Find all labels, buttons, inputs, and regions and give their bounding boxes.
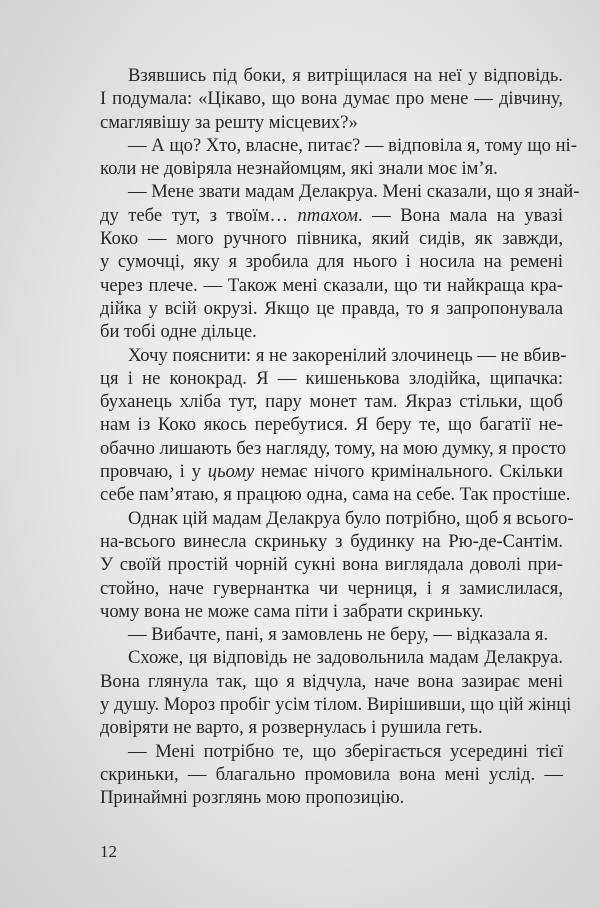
text-segment: Схоже, ця відповідь не задовольнила мадам Делакруа. bbox=[128, 647, 563, 669]
text-segment: у сумочці, яку я зробила для нього і носила на ремені bbox=[100, 251, 563, 273]
text-segment: ду тебе тут, з твоїм… bbox=[100, 204, 298, 226]
text-line bbox=[100, 740, 563, 763]
text-segment: у душу. Мороз пробіг усім тілом. Вирішивши, що цій жінці bbox=[100, 694, 572, 716]
text-segment: . — Вона мала на увазі bbox=[358, 204, 563, 226]
text-line bbox=[100, 157, 563, 180]
text-line bbox=[100, 623, 563, 646]
text-line bbox=[100, 250, 563, 273]
text-line bbox=[100, 530, 563, 553]
text-line bbox=[100, 460, 563, 483]
text-line bbox=[100, 507, 574, 530]
text-line bbox=[100, 111, 563, 134]
text-segment: Коко — мого ручного півника, який сидів, як завжди, bbox=[100, 228, 563, 250]
italic-text: цьому bbox=[207, 461, 255, 483]
text-segment: довіряти не варто, я розвернулась і рушила геть. bbox=[100, 717, 483, 739]
paragraph bbox=[100, 134, 577, 181]
text-line bbox=[100, 390, 563, 413]
text-line bbox=[100, 483, 571, 506]
text-segment: І подумала: «Цікаво, що вона думає про мене — дівчину, bbox=[100, 88, 563, 110]
text-line bbox=[100, 367, 563, 390]
text-line bbox=[100, 87, 563, 110]
text-line bbox=[100, 670, 563, 693]
paragraph bbox=[100, 180, 580, 343]
text-line bbox=[100, 180, 580, 203]
page-number: 12 bbox=[100, 842, 117, 861]
text-line bbox=[100, 134, 577, 157]
text-segment: через плече. — Також мені сказали, що ти найкраща кра- bbox=[100, 274, 563, 296]
paragraph bbox=[100, 740, 563, 810]
text-line bbox=[100, 693, 572, 716]
text-segment: немає нічого кримінального. Скільки bbox=[254, 461, 563, 483]
text-segment: скриньки, — благально промовила вона мені услід. — bbox=[100, 763, 563, 785]
text-segment: би тобі одне дільце. bbox=[100, 321, 257, 343]
text-line bbox=[100, 577, 563, 600]
text-segment: коли не довіряла незнайомцям, які знали моє ім’я. bbox=[100, 158, 498, 180]
text-line bbox=[100, 716, 563, 739]
text-line bbox=[100, 437, 567, 460]
text-line bbox=[100, 204, 563, 227]
paragraph bbox=[100, 344, 571, 507]
italic-text: птахом bbox=[297, 204, 359, 226]
text-segment: — Мені потрібно те, що зберігається усередині тієї bbox=[128, 740, 563, 762]
text-line bbox=[100, 64, 563, 87]
text-segment: ця і не конокрад. Я — кишенькова злодійка, щипачка: bbox=[100, 367, 563, 389]
text-line bbox=[100, 227, 563, 250]
text-segment: Вона глянула так, що я відчула, наче вона зазирає мені bbox=[100, 670, 563, 692]
paragraph bbox=[100, 646, 572, 739]
paragraph bbox=[100, 507, 574, 623]
text-line bbox=[100, 600, 563, 623]
text-line bbox=[100, 413, 563, 436]
text-segment: смаглявішу за решту місцевих?» bbox=[100, 111, 358, 133]
text-segment: дійка у всій окрузі. Якщо це правда, то я запропонувала bbox=[100, 297, 563, 319]
text-line bbox=[100, 646, 563, 669]
text-segment: на-всього винесла скриньку з будинку на Рю-де-Сантім. bbox=[100, 530, 563, 552]
paragraph bbox=[100, 623, 563, 646]
text-segment: — Вибачте, пані, я замовлень не беру, — відказала я. bbox=[128, 624, 549, 646]
text-line bbox=[100, 344, 567, 367]
paragraph bbox=[100, 64, 563, 134]
text-line bbox=[100, 274, 563, 297]
text-segment: Принаймні розглянь мою пропозицію. bbox=[100, 787, 405, 809]
text-segment: стойно, наче гувернантка чи черниця, і я замислилася, bbox=[100, 577, 563, 599]
text-segment: нам із Коко якось перебутися. Я беру те, що багатії не- bbox=[100, 414, 563, 436]
text-line bbox=[100, 763, 563, 786]
text-segment: обачно лишають без нагляду, тому, на мою думку, я просто bbox=[100, 437, 567, 459]
text-segment: — Мене звати мадам Делакруа. Мені сказали, що я знай- bbox=[128, 181, 580, 203]
text-segment: провчаю, і у bbox=[100, 461, 208, 483]
text-segment: У своїй простій чорній сукні вона виглядала доволі при- bbox=[100, 554, 563, 576]
text-segment: — А що? Хто, власне, питає? — відповіла я, тому що ні- bbox=[128, 134, 577, 156]
text-segment: Хочу пояснити: я не закоренілий злочинець — не вбив- bbox=[128, 344, 567, 366]
text-line bbox=[100, 553, 563, 576]
text-line bbox=[100, 297, 563, 320]
text-segment: Однак цій мадам Делакруа було потрібно, щоб я всього- bbox=[128, 507, 574, 529]
text-segment: себе пам’ятаю, я працюю одна, сама на себе. Так простіше. bbox=[100, 484, 571, 506]
text-line bbox=[100, 786, 563, 809]
text-segment: Взявшись під боки, я витріщилася на неї у відповідь. bbox=[128, 65, 563, 86]
book-page-text bbox=[100, 64, 580, 810]
text-segment: чому вона не може сама піти і забрати скриньку. bbox=[100, 600, 484, 622]
text-line bbox=[100, 320, 563, 343]
text-segment: буханець хліба тут, пару монет там. Якраз стільки, щоб bbox=[100, 391, 563, 413]
